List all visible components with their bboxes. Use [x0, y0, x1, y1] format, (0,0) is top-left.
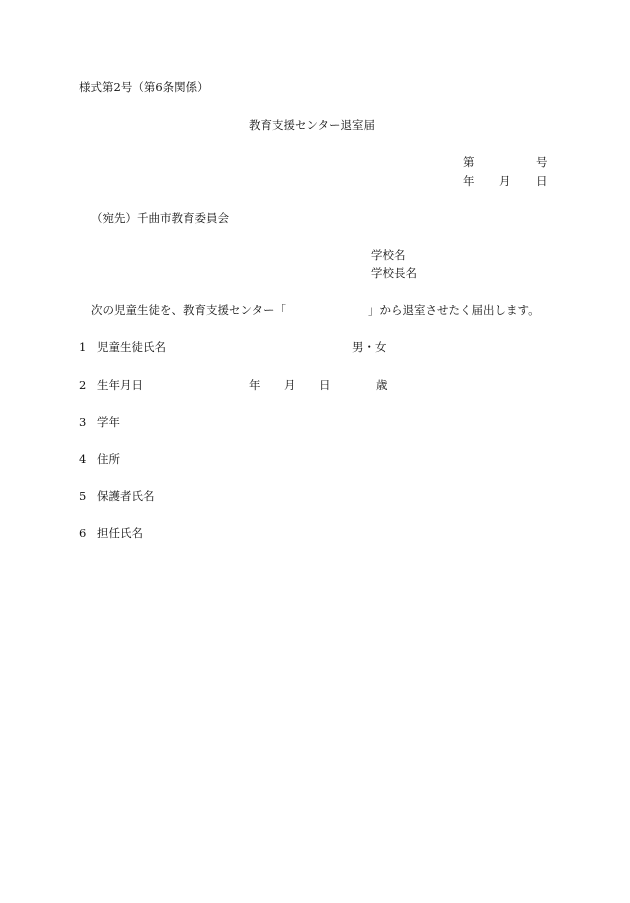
reference-dai-label: 第	[463, 155, 475, 169]
body-text-suffix: 」から退室させたく届出します。	[368, 303, 540, 317]
age-label: 歳	[376, 378, 388, 392]
birth-year-label: 年	[249, 378, 261, 392]
item-number-4: 4	[79, 452, 87, 466]
gender-options: 男・女	[352, 340, 387, 354]
address-label: 住所	[97, 452, 120, 466]
birth-day-label: 日	[319, 378, 331, 392]
item-number-5: 5	[79, 489, 87, 503]
date-month-label: 月	[499, 174, 511, 188]
reference-go-label: 号	[536, 155, 548, 169]
form-code: 様式第2号（第6条関係）	[79, 80, 209, 94]
birth-month-label: 月	[284, 378, 296, 392]
item-number-3: 3	[79, 415, 87, 429]
birth-date-label: 生年月日	[97, 378, 143, 392]
body-text-prefix: 次の児童生徒を、教育支援センター「	[91, 303, 287, 317]
school-name-label: 学校名	[371, 248, 406, 262]
teacher-name-label: 担任氏名	[97, 526, 143, 540]
date-day-label: 日	[536, 174, 548, 188]
document-title: 教育支援センター退室届	[249, 118, 376, 132]
guardian-name-label: 保護者氏名	[97, 489, 155, 503]
principal-name-label: 学校長名	[371, 266, 417, 280]
addressee: （宛先）千曲市教育委員会	[91, 211, 229, 225]
grade-label: 学年	[97, 415, 120, 429]
item-number-2: 2	[79, 378, 87, 392]
date-year-label: 年	[463, 174, 475, 188]
student-name-label: 児童生徒氏名	[97, 340, 166, 354]
item-number-1: 1	[79, 340, 87, 354]
item-number-6: 6	[79, 526, 87, 540]
